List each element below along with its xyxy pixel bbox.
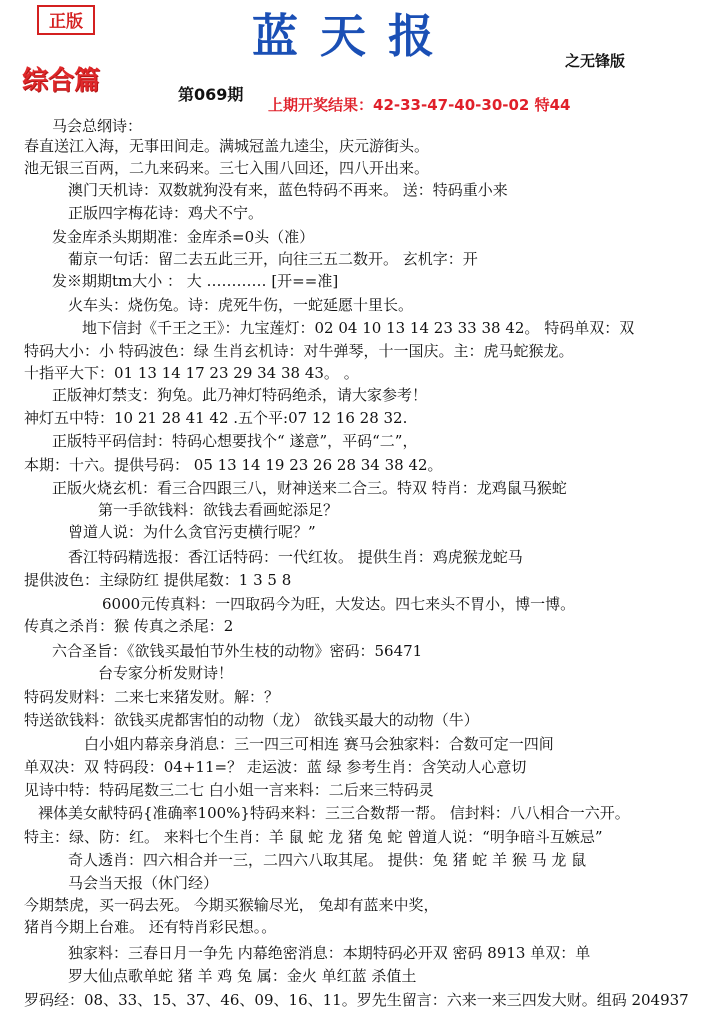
- text-line: 十指平大下：01 13 14 17 23 29 34 38 43。 。: [24, 364, 359, 382]
- text-line: 特码大小：小 特码波色：绿 生肖玄机诗：对牛弹琴，十一国庆。主：虎马蛇猴龙。: [24, 342, 574, 360]
- text-line: 香江特码精选报：香江话特码：一代红妆。 提供生肖：鸡虎猴龙蛇马: [68, 548, 523, 566]
- text-line: 正版火烧玄机：看三合四跟三八，财神送来二合三。特双 特肖：龙鸡鼠马猴蛇: [52, 479, 567, 497]
- section-title: 综合篇: [22, 66, 101, 96]
- text-line: 澳门天机诗：双数就狗没有来，蓝色特码不再来。 送：特码重小来: [68, 181, 508, 199]
- text-line: 6000元传真料：一四取码今为旺，大发达。四七来头不胃小，博一博。: [102, 595, 576, 613]
- text-line: 发※期期tm大小 ： 大 ………… [开==准]: [52, 272, 339, 290]
- text-line: 曾道人说：为什么贪官污吏横行呢？”: [68, 523, 316, 541]
- text-line: 葡京一句话：留二去五此三开，向往三五二数开。 玄机字：开: [68, 250, 478, 268]
- text-line: 特主：绿、防：红。 来料七个生肖：羊 鼠 蛇 龙 猪 兔 蛇 曾道人说：“明争暗斗互嫉忌”: [24, 828, 603, 846]
- text-line: 地下信封《千王之王》：九宝莲灯：02 04 10 13 14 23 33 38 42。 特码单双：双: [82, 319, 635, 337]
- edition-label: 之无锋版: [565, 52, 626, 70]
- text-line: 马会总纲诗：: [52, 117, 143, 135]
- text-line: 台专家分析发财诗！: [98, 664, 234, 682]
- text-line: 本期：十六。提供号码： 05 13 14 19 23 26 28 34 38 42。: [24, 456, 443, 474]
- issue-number: 第069期: [178, 85, 244, 104]
- text-line: 独家料：三春日月一争先 内幕绝密消息：本期特码必开双 密码 8913 单双：单: [68, 944, 591, 962]
- text-line: 罗大仙点歌单蛇 猪 羊 鸡 兔 属：金火 单红蓝 杀值土: [68, 967, 417, 985]
- text-line: 马会当天报（休门经）: [68, 874, 219, 892]
- text-line: 特码发财料：二来七来猪发财。解：？: [24, 688, 280, 706]
- text-line: 白小姐内幕亲身消息：三一四三可相连 赛马会独家料：合数可定一四间: [84, 735, 554, 753]
- text-line: 奇人透肖：四六相合并一三，二四六八取其尾。 提供：兔 猪 蛇 羊 猴 马 龙 鼠: [68, 851, 587, 869]
- text-line: 发金库杀头期期准：金库杀=0头（准）: [52, 228, 315, 246]
- text-line: 提供波色：主绿防红 提供尾数：1 3 5 8: [24, 571, 292, 589]
- text-line: 六合圣旨：《欲钱买最怕节外生枝的动物》密码：56471: [52, 642, 423, 660]
- text-line: 特送欲钱料：欲钱买虎都害怕的动物（龙） 欲钱买最大的动物（牛）: [24, 711, 479, 729]
- text-line: 神灯五中特：10 21 28 41 42 .五个平:07 12 16 28 32.: [24, 409, 408, 427]
- text-line: 传真之杀肖：猴 传真之杀尾：2: [24, 617, 234, 635]
- text-line: 火车头：烧伤兔。诗：虎死牛伤，一蛇延愿十里长。: [68, 296, 414, 314]
- text-line: 第一手欲钱料：欲钱去看画蛇添足？: [98, 501, 339, 519]
- last-draw-result: 上期开奖结果：42-33-47-40-30-02 特44: [268, 96, 571, 114]
- text-line: 春直送江入海，无事田间走。满城冠盖九逵尘，庆元游街头。: [24, 137, 430, 155]
- text-line: 正版四字梅花诗：鸡犬不宁。: [68, 204, 264, 222]
- text-line: 猪肖今期上台难。 还有特肖彩民想。。: [24, 918, 277, 936]
- text-line: 正版特平码信封：特码心想要找个“ 遂意”，平码“二”，: [52, 432, 418, 450]
- page-title: 蓝天报: [252, 9, 456, 63]
- text-line: 单双决：双 特码段：04+11=？ 走运波：蓝 绿 参考生肖：含笑动人心意切: [24, 758, 527, 776]
- text-line: 今期禁虎，买一码去死。 今期买猴输尽光， 兔却有蓝来中奖，: [24, 896, 439, 914]
- text-line: 正版神灯禁支：狗兔。此乃神灯特码绝杀，请大家参考！: [52, 386, 428, 404]
- edition-stamp: 正版: [37, 5, 95, 35]
- text-line: 见诗中特：特码尾数三二七 白小姐一言来料：二后来三特码灵: [24, 781, 434, 799]
- text-line: 罗码经：08、33、15、37、46、09、16、11。罗先生留言：六来一来三四发大财。组码 204937: [24, 991, 689, 1009]
- text-line: 裸体美女献特码{准确率100%}特码来料：三三合数帮一帮。 信封料：八八相合一六开。: [38, 804, 630, 822]
- text-line: 池无银三百两，二九来码来。三七入围八回还，四八开出来。: [24, 159, 430, 177]
